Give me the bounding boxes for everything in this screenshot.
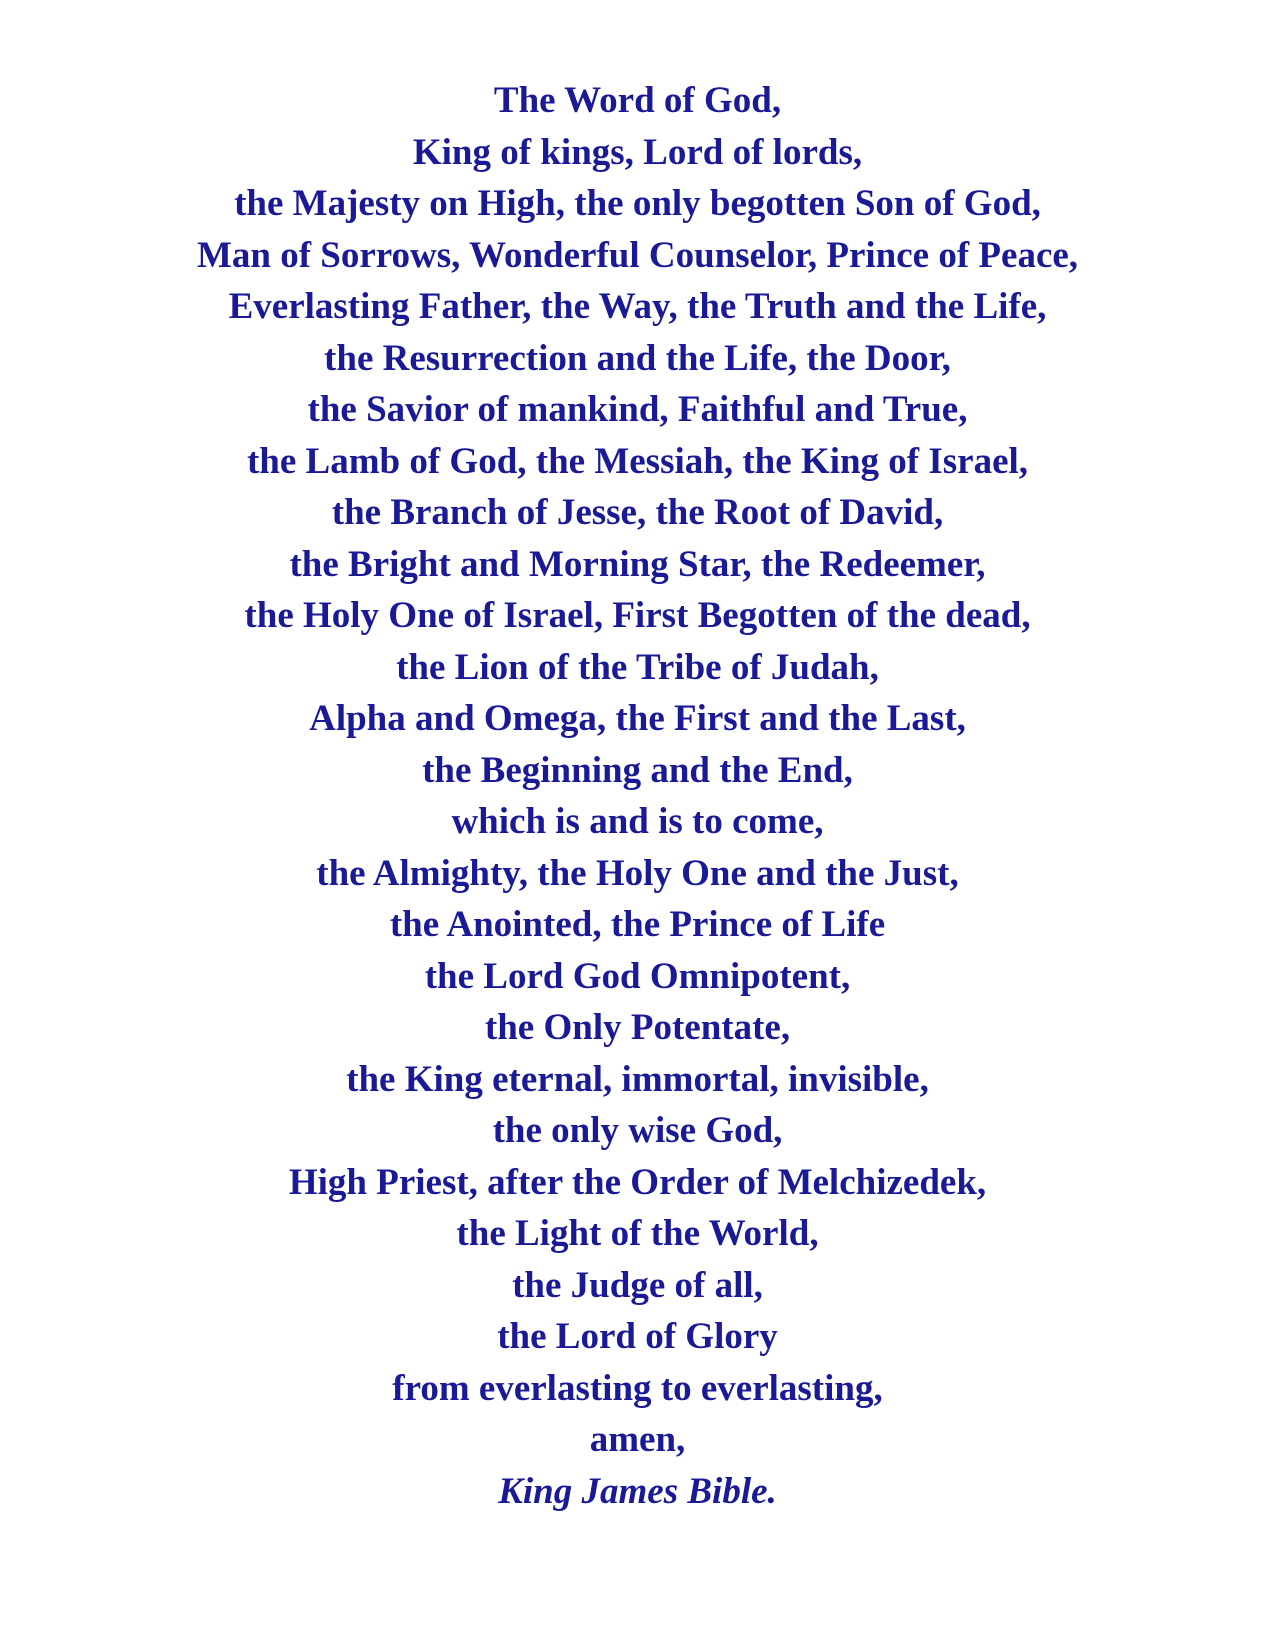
poem-line: the only wise God, [492, 1110, 783, 1151]
poem-line: which is and is to come, [451, 801, 824, 842]
poem-line: the Holy One of Israel, First Begotten of the dead, [244, 595, 1031, 636]
poem-line: the Savior of mankind, Faithful and True, [307, 389, 968, 430]
poem-line: Everlasting Father, the Way, the Truth and the Life, [228, 286, 1047, 327]
poem-body [0, 75, 1275, 1517]
poem-line: King of kings, Lord of lords, [412, 131, 863, 173]
poem-line: the King eternal, immortal, invisible, [346, 1058, 929, 1100]
poem-line: the Lord of Glory [497, 1316, 778, 1357]
poem-line: the Almighty, the Holy One and the Just, [316, 852, 959, 894]
poem-line: the Branch of Jesse, the Root of David, [331, 492, 944, 533]
poem-line: Alpha and Omega, the First and the Last, [309, 698, 966, 739]
poem-line: from everlasting to everlasting, [392, 1367, 883, 1409]
poem-line: the Beginning and the End, [422, 749, 853, 791]
poem-line: the Lord God Omnipotent, [424, 955, 851, 997]
poem-line: the Anointed, the Prince of Life [389, 904, 886, 945]
poem-line: the Resurrection and the Life, the Door, [324, 337, 951, 379]
poem-line: the Only Potentate, [484, 1007, 791, 1048]
poem-line: the Bright and Morning Star, the Redeemer, [289, 543, 986, 585]
poem-line: amen, [589, 1419, 686, 1460]
poem-line: Man of Sorrows, Wonderful Counselor, Prince of Peace, [196, 234, 1079, 276]
poem-line: the Lamb of God, the Messiah, the King of Israel, [246, 440, 1029, 482]
poem-line: High Priest, after the Order of Melchizedek, [288, 1161, 987, 1203]
source-attribution: King James Bible. [498, 1470, 777, 1512]
poem-line: the Light of the World, [456, 1213, 819, 1254]
poem-line: the Lion of the Tribe of Judah, [396, 646, 879, 688]
poem-line: the Judge of all, [512, 1264, 763, 1306]
poem-page [0, 75, 1275, 1517]
poem-line: the Majesty on High, the only begotten Son of God, [234, 183, 1041, 224]
poem-line: The Word of God, [493, 80, 782, 121]
